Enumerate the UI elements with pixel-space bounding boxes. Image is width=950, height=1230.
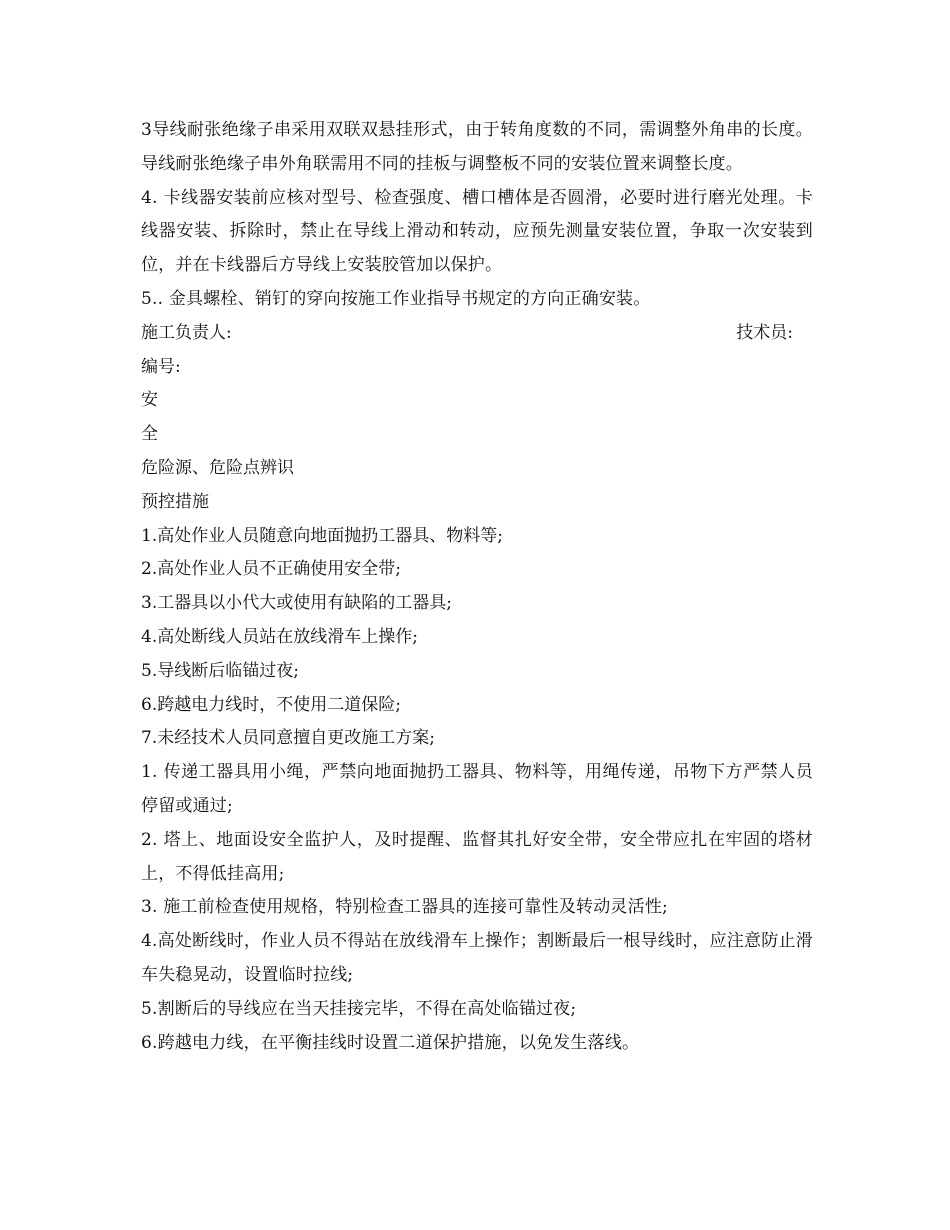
measure-item: 1. 传递工器具用小绳，严禁向地面抛扔工器具、物料等，用绳传递，吊物下方严禁人员停留或通过; [141,762,813,816]
measure-item: 6.跨越电力线，在平衡挂线时设置二道保护措施，以免发生落线。 [141,1032,640,1053]
measure-item: 3. 施工前检查使用规格，特别检查工器具的连接可靠性及转动灵活性; [141,897,668,918]
serial-number-label: 编号: [141,356,181,377]
document-page [141,114,813,1060]
safety-char-quan: 全 [141,424,158,445]
hazard-item: 2.高处作业人员不正确使用安全带; [141,559,401,580]
paragraph-insulator-string: 3导线耐张绝缘子串采用双联双悬挂形式，由于转角度数的不同，需调整外角串的长度。导线耐张绝缘子串外角联需用不同的挂板与调整板不同的安装位置来调整长度。 [141,120,813,174]
hazard-heading: 危险源、危险点辨识 [141,457,294,478]
measure-item: 5.割断后的导线应在当天挂接完毕，不得在高处临锚过夜; [141,998,577,1019]
hazard-list [141,520,813,757]
hazard-item: 5.导线断后临锚过夜; [141,660,299,681]
measure-item: 4.高处断线时，作业人员不得站在放线滑车上操作；割断最后一根导线时，应注意防止滑车失稳晃动，设置临时拉线; [141,931,813,985]
paragraph-wire-clamp: 4. 卡线器安装前应核对型号、检查强度、槽口槽体是否圆滑，必要时进行磨光处理。卡线器安装、拆除时，禁止在导线上滑动和转动，应预先测量安装位置，争取一次安装到位，并在卡线器后方导线上安装胶管加以保护。 [141,187,813,276]
measure-list [141,756,813,1060]
hazard-item: 3.工器具以小代大或使用有缺陷的工器具; [141,593,452,614]
construction-lead-label: 施工负责人: [141,322,232,343]
technician-label: 技术员: [736,322,793,343]
measure-item: 2. 塔上、地面设安全监护人，及时提醒、监督其扎好安全带，安全带应扎在牢固的塔材上，不得低挂高用; [141,829,813,884]
measures-heading: 预控措施 [141,491,209,512]
safety-char-an: 安 [141,390,158,411]
hazard-item: 7.未经技术人员同意擅自更改施工方案; [141,728,435,749]
paragraph-fittings: 5.. 金具螺栓、销钉的穿向按施工作业指导书规定的方向正确安装。 [141,288,651,309]
hazard-item: 6.跨越电力线时，不使用二道保险; [141,694,401,715]
signature-row [141,317,793,351]
hazard-item: 4.高处断线人员站在放线滑车上操作; [141,626,418,647]
hazard-item: 1.高处作业人员随意向地面抛扔工器具、物料等; [141,525,503,546]
